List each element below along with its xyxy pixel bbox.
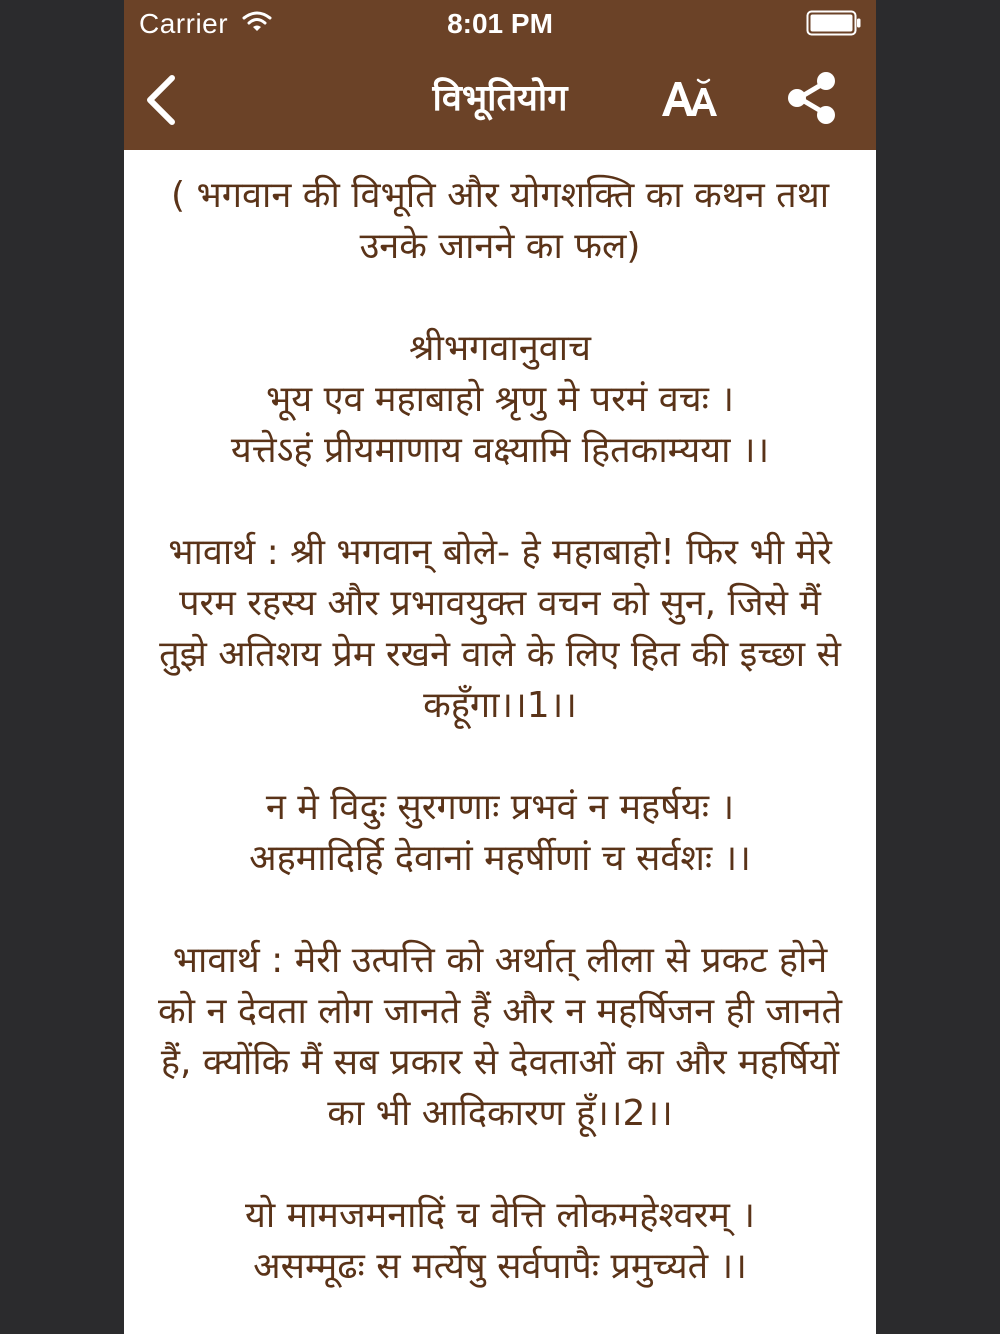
- verse-3: यो मामजमनादिं च वेत्ति लोकमहेश्वरम् । असम्मूढः स मर्त्येषु सर्वपापैः प्रमुच्यते ।।: [244, 1195, 756, 1287]
- meaning-2: भावार्थ : मेरी उत्पत्ति को अर्थात् लीला से प्रकट होने को न देवता लोग जानते हैं और न महर्षिजन ही जानते हैं, क्योंकि मैं सब प्रकार से देवताओं का और महर्षियों का भी आदिकारण हूँ।।2।।: [158, 940, 842, 1134]
- back-button[interactable]: [140, 72, 184, 128]
- header: [124, 0, 876, 150]
- app-screen: [124, 0, 876, 1334]
- font-size-button[interactable]: [660, 72, 722, 128]
- status-time: 8:01 PM: [447, 8, 553, 39]
- verse-2: न मे विदुः सुरगणाः प्रभवं न महर्षयः । अहमादिर्हि देवानां महर्षीणां च सर्वशः ।।: [249, 787, 751, 879]
- intro-heading: ( भगवान की विभूति और योगशक्ति का कथन तथा उनके जानने का फल): [170, 175, 830, 267]
- verse-1: श्रीभगवानुवाच भूय एव महाबाहो श्रृणु मे परमं वचः । यत्तेऽहं प्रीयमाणाय वक्ष्यामि हितकाम्यया ।।: [230, 328, 770, 471]
- carrier-label: Carrier: [139, 8, 229, 39]
- chapter-text: [124, 150, 876, 1292]
- chevron-left-icon: [140, 72, 184, 128]
- meaning-1: भावार्थ : श्री भगवान् बोले- हे महाबाहो! फिर भी मेरे परम रहस्य और प्रभावयुक्त वचन को सुन, जिसे मैं तुझे अतिशय प्रेम रखने वाले के लिए हित की इच्छा से कहूँगा।।1।।: [159, 532, 841, 726]
- battery-icon: [806, 10, 862, 36]
- chapter-content[interactable]: [124, 150, 876, 1334]
- share-icon: [782, 68, 842, 128]
- page-title: विभूतियोग: [432, 78, 568, 119]
- status-bar: [124, 0, 876, 48]
- share-button[interactable]: [782, 68, 842, 128]
- font-size-icon: [660, 72, 722, 128]
- navigation-bar: [124, 48, 876, 150]
